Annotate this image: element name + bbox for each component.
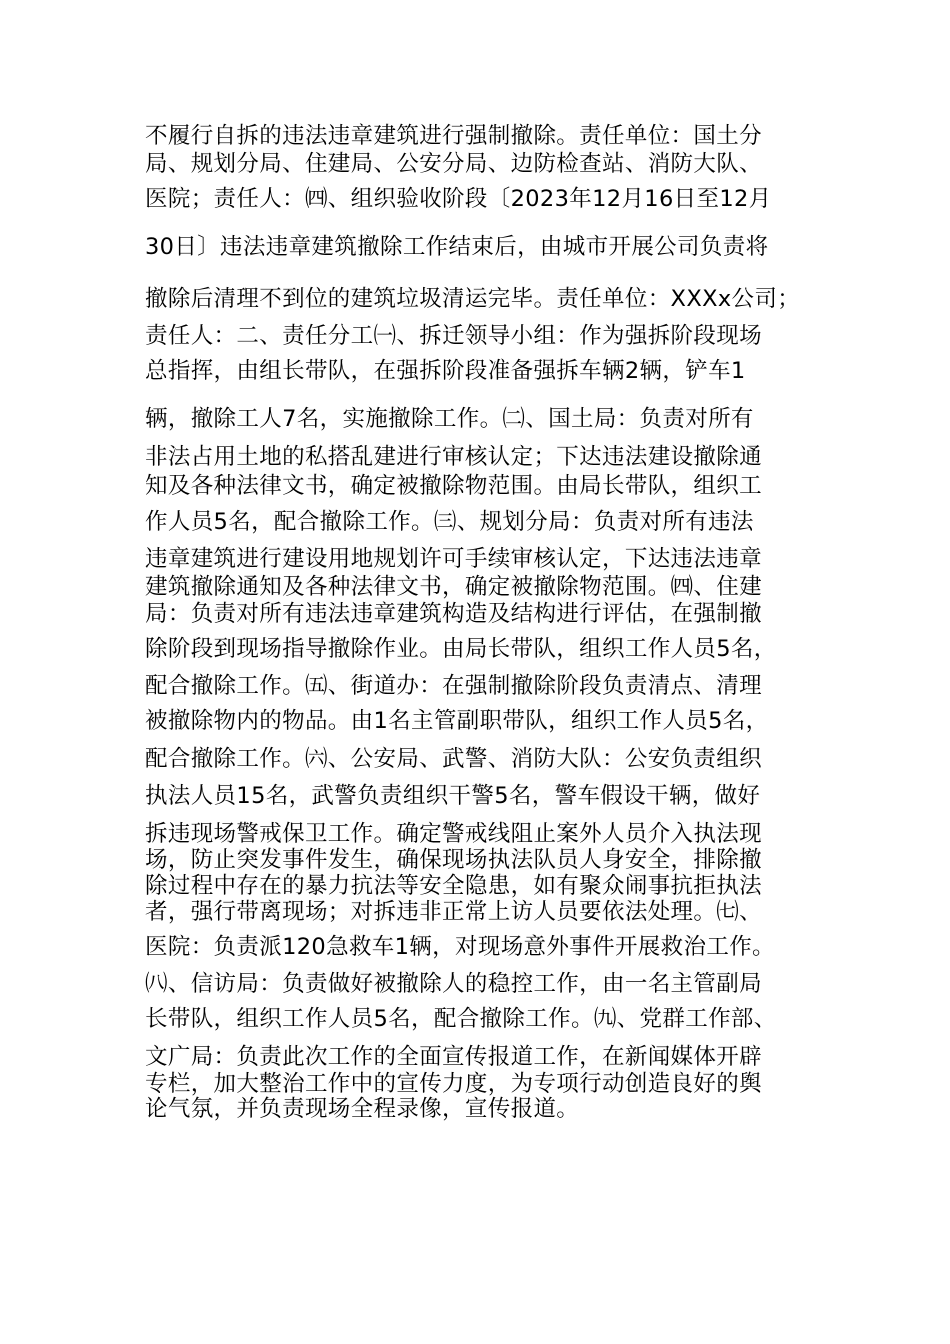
text-line: 局：负责对所有违法违章建筑构造及结构进行评估，在强制撤	[145, 601, 762, 627]
text-line: 30日〕违法违章建筑撤除工作结束后，由城市开展公司负责将	[145, 234, 769, 260]
text-line: 配合撤除工作。㈥、公安局、武警、消防大队：公安负责组织	[145, 746, 762, 772]
text-line: 长带队，组织工作人员5名，配合撤除工作。㈨、党群工作部、	[145, 1006, 777, 1032]
text-line: 辆，撤除工人7名，实施撤除工作。㈡、国土局：负责对所有	[145, 406, 754, 432]
text-line: 局、规划分局、住建局、公安分局、边防检查站、消防大队、	[145, 151, 762, 177]
text-line: 被撤除物内的物品。由1名主管副职带队，组织工作人员5名，	[145, 708, 769, 734]
text-line: 违章建筑进行建设用地规划许可手续审核认定，下达违法违章	[145, 546, 762, 572]
text-line: 者，强行带离现场；对拆违非正常上访人员要依法处理。㈦、	[145, 899, 762, 925]
text-line: 作人员5名，配合撤除工作。㈢、规划分局：负责对所有违法	[145, 509, 754, 535]
text-line: 拆违现场警戒保卫工作。确定警戒线阻止案外人员介入执法现	[145, 821, 762, 847]
text-line: 执法人员15名，武警负责组织干警5名，警车假设干辆，做好	[145, 783, 761, 809]
text-line: 场，防止突发事件发生，确保现场执法队员人身安全，排除撤	[145, 847, 762, 873]
text-line: 除阶段到现场指导撤除作业。由局长带队，组织工作人员5名，	[145, 636, 777, 662]
text-line: 总指挥，由组长带队，在强拆阶段准备强拆车辆2辆，铲车1	[145, 358, 746, 384]
text-line: 论气氛，并负责现场全程录像，宣传报道。	[145, 1096, 580, 1122]
text-line: 配合撤除工作。㈤、街道办：在强制撤除阶段负责清点、清理	[145, 673, 762, 699]
text-line: 文广局：负责此次工作的全面宣传报道工作，在新闻媒体开辟	[145, 1044, 762, 1070]
text-line: 建筑撤除通知及各种法律文书，确定被撤除物范围。㈣、住建	[145, 574, 762, 600]
text-line: 医院：负责派120急救车1辆，对现场意外事件开展救治工作。	[145, 934, 775, 960]
text-line: 专栏，加大整治工作中的宣传力度，为专项行动创造良好的舆	[145, 1071, 762, 1097]
text-line: 除过程中存在的暴力抗法等安全隐患，如有聚众闹事抗拒执法	[145, 873, 762, 899]
text-line: 非法占用土地的私搭乱建进行审核认定；下达违法建设撤除通	[145, 444, 762, 470]
text-line: 不履行自拆的违法违章建筑进行强制撤除。责任单位：国土分	[145, 123, 762, 149]
text-line: ㈧、信访局：负责做好被撤除人的稳控工作，由一名主管副局	[145, 971, 762, 997]
text-line: 知及各种法律文书，确定被撤除物范围。由局长带队，组织工	[145, 473, 762, 499]
text-line: 责任人：二、责任分工㈠、拆迁领导小组：作为强拆阶段现场	[145, 323, 762, 349]
text-line: 医院；责任人：㈣、组织验收阶段〔2023年12月16日至12月	[145, 186, 772, 212]
text-line: 撤除后清理不到位的建筑垃圾清运完毕。责任单位：XXXx公司；	[145, 286, 801, 312]
